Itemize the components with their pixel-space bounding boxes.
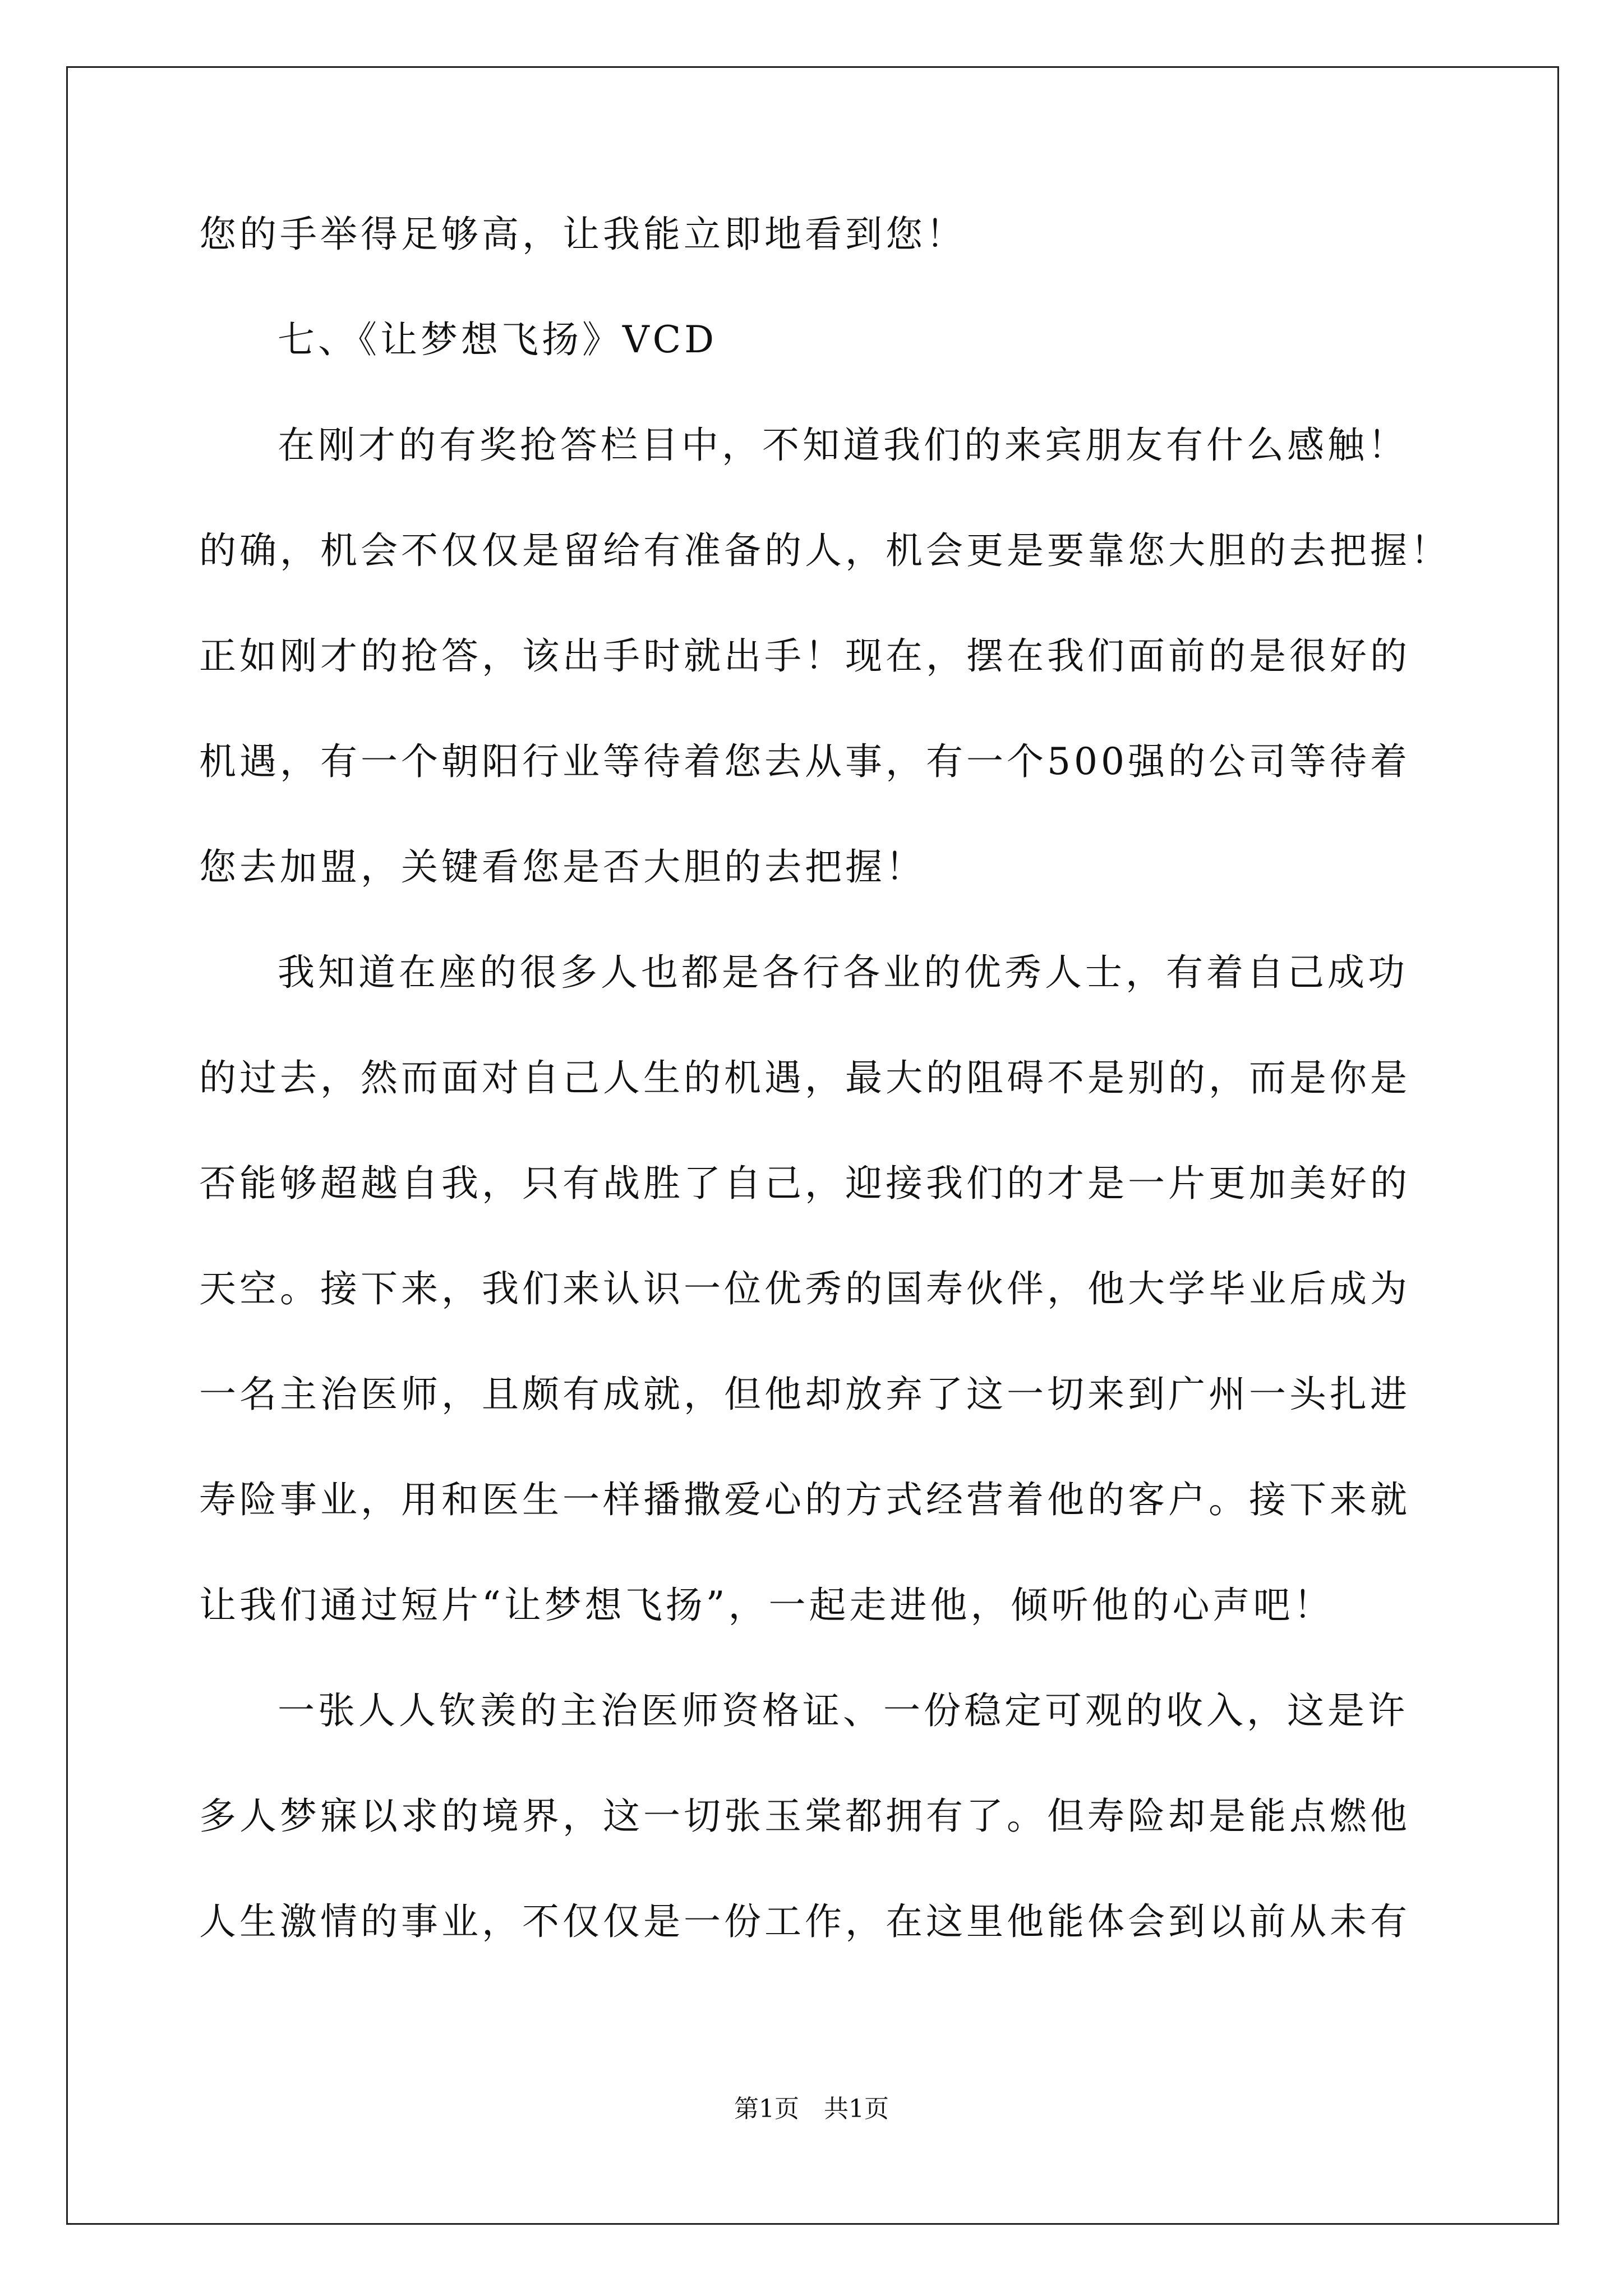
text-line: 您去加盟，关键看您是否大胆的去把握！ <box>199 845 926 889</box>
text-line: 多人梦寐以求的境界，这一切张玉棠都拥有了。但寿险却是能点燃他 <box>199 1795 1410 1838</box>
paragraph-start: 我知道在座的很多人也都是各行各业的优秀人士，有着自己成功 <box>278 951 1408 994</box>
text-line: 机遇，有一个朝阳行业等待着您去从事，有一个500强的公司等待着 <box>199 740 1410 783</box>
text-line: 正如刚才的抢答，该出手时就出手！现在，摆在我们面前的是很好的 <box>199 634 1410 678</box>
text-line: 否能够超越自我，只有战胜了自己，迎接我们的才是一片更加美好的 <box>199 1162 1410 1205</box>
text-line: 寿险事业，用和医生一样播撒爱心的方式经营着他的客户。接下来就 <box>199 1478 1410 1521</box>
text-line: 的过去，然而面对自己人生的机遇，最大的阻碍不是别的，而是你是 <box>199 1056 1410 1099</box>
paragraph-start: 一张人人钦羡的主治医师资格证、一份稳定可观的收入，这是许 <box>278 1689 1408 1732</box>
text-line: 人生激情的事业，不仅仅是一份工作，在这里他能体会到以前从未有 <box>199 1900 1410 1943</box>
text-line: 让我们通过短片“让梦想飞扬”，一起走进他，倾听他的心声吧！ <box>199 1584 1334 1627</box>
text-line: 一名主治医师，且颇有成就，但他却放弃了这一切来到广州一头扎进 <box>199 1373 1410 1416</box>
text-line: 您的手举得足够高，让我能立即地看到您！ <box>199 213 966 256</box>
text-line: 天空。接下来，我们来认识一位优秀的国寿伙伴，他大学毕业后成为 <box>199 1267 1410 1310</box>
text-line: 的确，机会不仅仅是留给有准备的人，机会更是要靠您大胆的去把握！ <box>199 529 1451 572</box>
paragraph-start: 在刚才的有奖抢答栏目中，不知道我们的来宾朋友有什么感触！ <box>278 424 1408 467</box>
section-heading: 七、《让梦想飞扬》VCD <box>278 318 718 361</box>
page-number-footer: 第1页 共1页 <box>734 2095 889 2123</box>
